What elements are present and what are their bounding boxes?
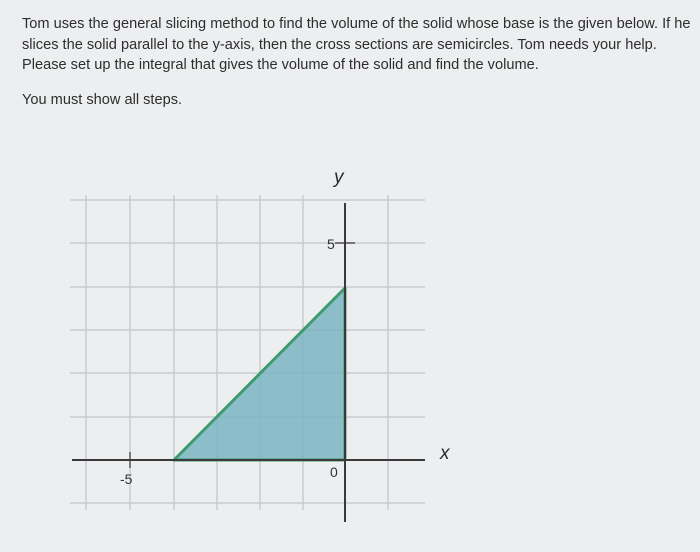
question-paragraph: Tom uses the general slicing method to find the volume of the solid whose base is the given below. If he slices the solid parallel to the y-axis, then the cross sections are semicircles. Tom needs your help. Please set up the integral that gives the volume of the solid and find the volume. — [22, 16, 691, 73]
tick-label-x-neg5: -5 — [120, 471, 133, 487]
x-axis-label: x — [440, 443, 450, 464]
y-axis-label: y — [334, 167, 344, 188]
instruction-text: You must show all steps. — [22, 92, 183, 108]
tick-label-y5: 5 — [327, 236, 335, 252]
grid-lines — [70, 195, 425, 510]
origin-label: 0 — [330, 464, 338, 480]
